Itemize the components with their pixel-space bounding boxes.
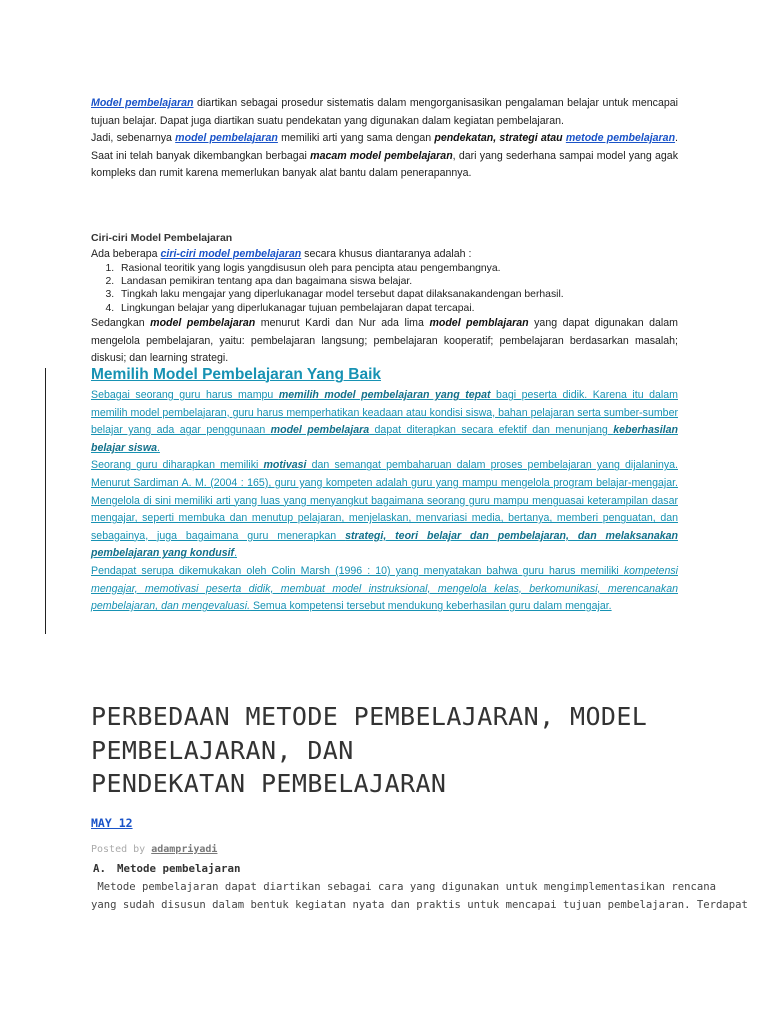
margin-line xyxy=(45,368,46,634)
para-text: Seorang guru diharapkan memiliki xyxy=(91,459,264,472)
title-line: PENDEKATAN PEMBELAJARAN xyxy=(91,769,447,798)
bold-phrase: model pembelajara xyxy=(270,424,370,437)
intro-text: memiliki arti yang sama dengan xyxy=(277,132,435,145)
memilih-paragraph-2[interactable] xyxy=(91,457,678,563)
intro-paragraph-2 xyxy=(91,130,678,183)
kardi-paragraph xyxy=(91,315,678,368)
para-text: . xyxy=(234,547,238,560)
para-text: yang dapat digunakan dalam mengelola pembelajaran, yaitu: pembelajaran langsung; pembelajaran kooperatif; pembelajaran berdasarkan masalah; diskusi; dan learning strategi. xyxy=(91,317,678,365)
bold-phrase: keberhasilan belajar siswa xyxy=(91,424,678,454)
article-title xyxy=(91,700,711,801)
model-pembelajaran-link[interactable]: Model pembelajaran xyxy=(91,97,194,109)
lead-text: Ada beberapa xyxy=(91,248,161,260)
italic-phrase: kompetensi mengajar, memotivasi peserta didik, membuat model instruksional, mengelola kelas, berkomunikasi, merencanakan pembelajaran, dan mengevaluasi. xyxy=(91,564,678,613)
para-text: Sebagai seorang guru harus mampu xyxy=(91,389,279,401)
para-text: Semua kompetensi tersebut mendukung keberhasilan guru dalam mengajar. xyxy=(250,600,612,613)
lead-text: secara khusus diantaranya adalah : xyxy=(301,248,472,260)
title-line: PEMBELAJARAN, DAN xyxy=(91,735,354,765)
intro-paragraph-1 xyxy=(91,95,678,130)
author-link[interactable]: adampriyadi xyxy=(151,844,218,855)
list-item: 4. Lingkungan belajar yang diperlukanagar tujuan pembelajaran dapat tercapai. xyxy=(117,302,678,315)
ciri-ciri-link[interactable]: ciri-ciri model pembelajaran xyxy=(160,248,302,260)
model-pembelajaran-link-2[interactable]: model pembelajaran xyxy=(175,132,278,145)
para-text: Sedangkan xyxy=(91,317,151,330)
list-item: 2. Landasan pemikiran tentang apa dan bagaimana siswa belajar. xyxy=(117,275,678,288)
title-line: PERBEDAAN METODE PEMBELAJARAN, MODEL xyxy=(91,702,648,731)
ciri-list xyxy=(91,262,678,316)
para-text: dan semangat pembaharuan dalam proses pembelajaran yang dijalaninya. Menurut Sardiman A. M. (2004 : 165), guru yang kompeten adalah guru yang mampu mengelola program belajar-mengajar. Mengelola di sini memiliki arti yang luas yang menyangkut bagaimana seorang guru mampu menguasai keterampilan dasar mengajar, seperti membuka dan menutup pelajaran, menjelaskan, menvariasi media, bertanya, memberi penguatan, dan sebagainya, juga bagaimana guru menerapkan xyxy=(91,459,679,542)
bold-phrase: model pembelajaran xyxy=(150,317,256,330)
subheading-number: A. xyxy=(93,862,107,875)
para-text: bagi peserta didik. Karena itu dalam memilih model pembelajaran, guru harus memperhatikan keadaan atau kondisi siswa, bahan pelajaran serta sumber-sumber belajar yang ada agar penggunaan xyxy=(91,389,679,437)
intro-text: diartikan sebagai prosedur sistematis dalam mengorganisasikan pengalaman belajar untuk mencapai tujuan belajar. Dapat juga diartikan suatu pendekatan yang digunakan dalam kegiatan pembelajaran. xyxy=(91,97,678,127)
bold-phrase: pendekatan, strategi atau xyxy=(434,132,563,145)
ciri-ciri-section xyxy=(91,248,678,368)
memilih-paragraph-3[interactable] xyxy=(91,563,678,616)
article-body xyxy=(91,879,748,914)
body-line: yang sudah disusun dalam bentuk kegiatan nyata dan praktis untuk mencapai tujuan pembelajaran. Terdapat xyxy=(91,898,748,911)
metode-pembelajaran-link[interactable]: metode pembelajaran xyxy=(565,132,676,145)
list-item: 3. Tingkah laku mengajar yang diperlukanagar model tersebut dapat dilaksanakandengan berhasil. xyxy=(117,288,678,301)
posted-by-label: Posted by xyxy=(91,844,152,855)
bold-phrase: macam model pembelajaran xyxy=(310,149,453,162)
intro-text: . Saat ini telah banyak dikembangkan berbagai xyxy=(91,132,678,162)
memilih-section xyxy=(91,387,678,616)
intro-section xyxy=(91,95,678,183)
ciri-ciri-heading: Ciri-ciri Model Pembelajaran xyxy=(91,232,233,244)
bold-phrase: motivasi xyxy=(263,459,307,472)
ciri-lead xyxy=(91,248,678,262)
para-text: Pendapat serupa dikemukakan oleh Colin Marsh (1996 : 10) yang menyatakan bahwa guru harus memiliki xyxy=(91,564,624,577)
para-text: dapat diterapkan secara efektif dan menunjang xyxy=(369,424,614,437)
post-date-link[interactable]: MAY 12 xyxy=(91,816,133,830)
posted-by xyxy=(91,844,217,855)
list-item: 1. Rasional teoritik yang logis yangdisusun oleh para pencipta atau pengembangnya. xyxy=(117,262,678,275)
section-subheading xyxy=(93,862,241,875)
intro-text: , dari yang sederhana sampai model yang agak kompleks dan rumit karena memerlukan banyak alat bantu dalam penerapannya. xyxy=(91,149,678,180)
bold-phrase: strategi, teori belajar dan pembelajaran, dan melaksanakan pembelajaran yang kondusif xyxy=(91,529,678,560)
memilih-heading[interactable]: Memilih Model Pembelajaran Yang Baik xyxy=(91,366,382,383)
bold-phrase: model pemblajaran xyxy=(429,317,529,330)
body-line: Metode pembelajaran dapat diartikan sebagai cara yang digunakan untuk mengimplementasikan rencana xyxy=(91,881,717,893)
para-text: menurut Kardi dan Nur ada lima xyxy=(255,317,430,330)
memilih-paragraph-1[interactable] xyxy=(91,387,678,457)
subheading-title: Metode pembelajaran xyxy=(117,862,241,875)
intro-text: Jadi, sebenarnya xyxy=(91,132,176,145)
bold-phrase: memilih model pembelajaran yang tepat xyxy=(278,389,491,401)
para-text: . xyxy=(156,441,160,454)
